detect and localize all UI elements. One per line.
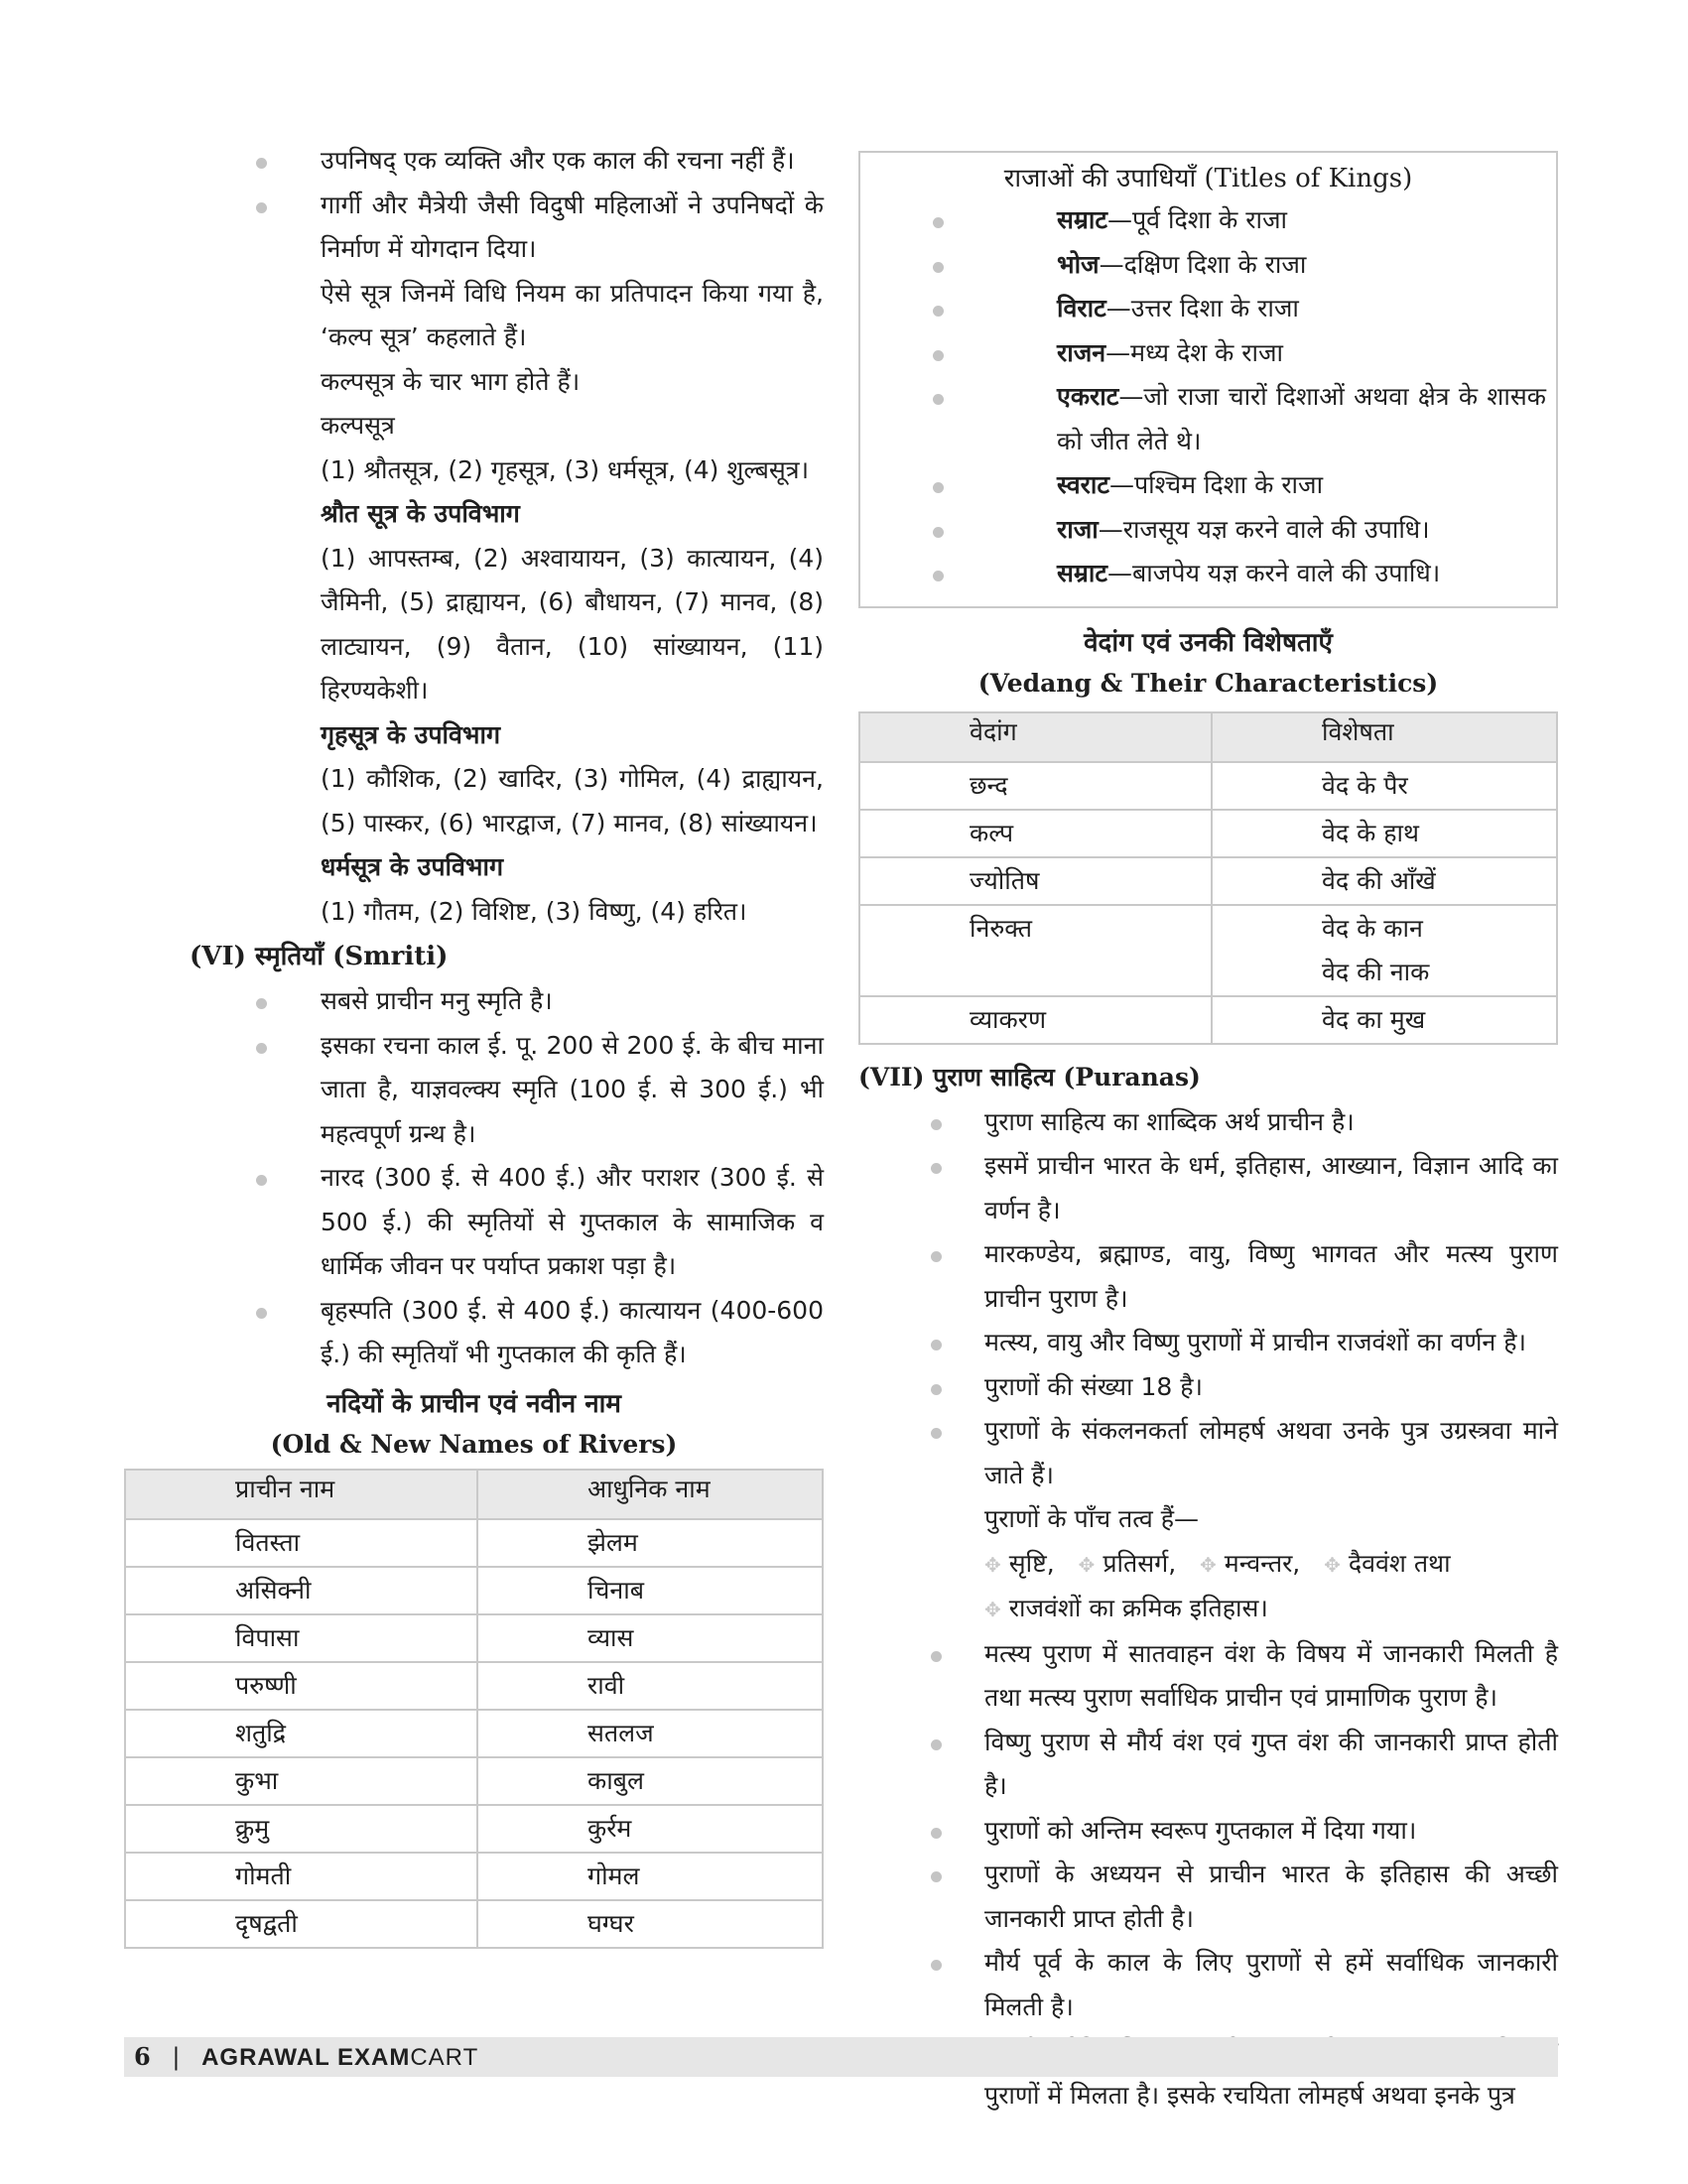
vedang-subtitle: (Vedang & Their Characteristics) xyxy=(977,668,1439,698)
list-item xyxy=(860,463,1556,508)
table-cell: वेद के पैर xyxy=(1212,762,1557,810)
table-cell: ज्योतिष xyxy=(859,857,1212,905)
purana-heading: (VII) पुराण साहित्य (Puranas) xyxy=(858,1062,1201,1092)
list-item: मत्स्य, वायु और विष्णु पुराणों में प्राचीन राजवंशों का वर्णन है। xyxy=(858,1321,1558,1365)
table-cell: कुभा xyxy=(125,1757,477,1805)
kings-titles-box xyxy=(858,151,1558,608)
table-row xyxy=(125,1757,823,1805)
list-item: पुराणों के संकलनकर्ता लोमहर्ष अथवा उनके पुत्र उग्रस्त्रवा माने जाते हैं। xyxy=(858,1409,1558,1497)
brand-part: EXAM xyxy=(336,2044,411,2071)
shrauta-heading: श्रौत सूत्र के उपविभाग xyxy=(321,499,520,528)
diamond-bullet-icon: ✥ xyxy=(984,1552,1001,1577)
table-cell: वेद का मुख xyxy=(1212,996,1557,1044)
term: एकराट xyxy=(1057,382,1119,411)
list-item xyxy=(860,331,1556,376)
table-cell: घग्घर xyxy=(477,1900,823,1948)
table-cell: चिनाब xyxy=(477,1567,823,1614)
table-cell: दृषद्वती xyxy=(125,1900,477,1948)
term: स्वराट xyxy=(1057,470,1109,499)
term: राजन xyxy=(1057,337,1106,367)
list-item: मारकण्डेय, ब्रह्माण्ड, वायु, विष्णु भागवत और मत्स्य पुराण प्राचीन पुराण है। xyxy=(858,1232,1558,1321)
vedang-table xyxy=(858,711,1558,1045)
list-item: विष्णु पुराण से मौर्य वंश एवं गुप्त वंश की जानकारी प्राप्त होती है। xyxy=(858,1721,1558,1809)
table-cell: काबुल xyxy=(477,1757,823,1805)
table-cell: वितस्ता xyxy=(125,1519,477,1567)
list-item: मौर्य पूर्व के काल के लिए पुराणों से हमें सर्वाधिक जानकारी मिलती है। xyxy=(858,1941,1558,2029)
diamond-bullet-icon: ✥ xyxy=(984,1598,1001,1621)
table-cell: वेद की आँखें xyxy=(1212,857,1557,905)
term: भोज xyxy=(1057,249,1100,279)
list-item: मत्स्य पुराण में सातवाहन वंश के विषय में जानकारी मिलती है तथा मत्स्य पुराण सर्वाधिक प्राचीन एवं प्रामाणिक पुराण है। xyxy=(858,1632,1558,1721)
desc: —मध्य देश के राजा xyxy=(1105,337,1284,367)
term: राजा xyxy=(1057,514,1099,544)
grihya-list: (1) कौशिक, (2) खादिर, (3) गोमिल, (4) द्राह्यायन, (5) पास्कर, (6) भारद्वाज, (7) मानव, (8) सांख्यायन। xyxy=(321,764,824,837)
table-row xyxy=(859,857,1557,905)
table-cell: सतलज xyxy=(477,1710,823,1757)
term: सम्राट xyxy=(1057,205,1107,234)
grihya-heading: गृहसूत्र के उपविभाग xyxy=(321,719,501,749)
table-cell: गोमल xyxy=(477,1853,823,1900)
table-cell: व्याकरण xyxy=(859,996,1212,1044)
dharma-heading: धर्मसूत्र के उपविभाग xyxy=(321,852,504,881)
desc: —पश्चिम दिशा के राजा xyxy=(1108,470,1324,499)
list-item: पुराणों की संख्या 18 है। xyxy=(858,1365,1558,1410)
table-cell: कुर्रम xyxy=(477,1805,823,1853)
table-cell: व्यास xyxy=(477,1614,823,1662)
rivers-subtitle: (Old & New Names of Rivers) xyxy=(270,1429,678,1459)
tattva-item: दैववंश तथा xyxy=(1348,1548,1451,1578)
list-item: गार्गी और मैत्रेयी जैसी विदुषी महिलाओं ने उपनिषदों के निर्माण में योगदान दिया। xyxy=(124,184,824,272)
tattva-item: प्रतिसर्ग, xyxy=(1103,1548,1177,1578)
desc: —दक्षिण दिशा के राजा xyxy=(1099,249,1307,279)
list-item xyxy=(860,198,1556,243)
left-column xyxy=(124,139,824,1949)
list-item: नारद (300 ई. से 400 ई.) और पराशर (300 ई. से 500 ई.) की स्मृतियों से गुप्तकाल के सामाजिक व धार्मिक जीवन पर पर्याप्त प्रकाश पड़ा है। xyxy=(124,1156,824,1289)
brand-part: CART xyxy=(410,2044,479,2071)
table-row xyxy=(125,1519,823,1567)
page-number: 6 xyxy=(134,2042,151,2071)
desc: —जो राजा चारों दिशाओं अथवा क्षेत्र के शासक को जीत लेते थे। xyxy=(1057,382,1546,455)
column-header: आधुनिक नाम xyxy=(477,1470,823,1519)
footer-separator: | xyxy=(172,2043,181,2071)
table-row xyxy=(125,1614,823,1662)
shrauta-list: (1) आपस्तम्ब, (2) अश्वायायन, (3) कात्यायन, (4) जैमिनी, (5) द्राह्यायन, (6) बौधायन, (7) मानव, (8) लाट्यायन, (9) वैतान, (10) सांख्यायन, (11) हिरण्यकेशी। xyxy=(321,543,824,705)
kings-title: राजाओं की उपाधियाँ (Titles of Kings) xyxy=(1003,164,1413,193)
kalpa-parts: कल्पसूत्र के चार भाग होते हैं। xyxy=(321,366,581,396)
table-cell: वेद के हाथ xyxy=(1212,810,1557,857)
term: विराट xyxy=(1057,294,1106,322)
table-cell: निरुक्त xyxy=(859,905,1212,996)
list-item: इसमें प्राचीन भारत के धर्म, इतिहास, आख्यान, विज्ञान आदि का वर्णन है। xyxy=(858,1144,1558,1232)
table-cell: झेलम xyxy=(477,1519,823,1567)
table-header-row xyxy=(859,712,1557,762)
table-cell: गोमती xyxy=(125,1853,477,1900)
desc: —उत्तर दिशा के राजा xyxy=(1105,294,1299,322)
diamond-bullet-icon: ✥ xyxy=(1324,1552,1341,1577)
dharma-list: (1) गौतम, (2) विशिष्ट, (3) विष्णु, (4) हरित। xyxy=(321,896,747,926)
diamond-bullet-icon: ✥ xyxy=(1078,1552,1096,1577)
tattva-item: सृष्टि, xyxy=(1008,1548,1055,1578)
desc: —पूर्व दिशा के राजा xyxy=(1106,205,1288,234)
table-row xyxy=(859,762,1557,810)
column-header: विशेषता xyxy=(1212,712,1557,762)
tattva-list xyxy=(858,1542,1558,1632)
rivers-table xyxy=(124,1469,824,1949)
right-column xyxy=(858,151,1558,2118)
list-item: सबसे प्राचीन मनु स्मृति है। xyxy=(124,979,824,1024)
table-cell: विपासा xyxy=(125,1614,477,1662)
table-cell: छन्द xyxy=(859,762,1212,810)
list-item xyxy=(860,508,1556,553)
list-item: बृहस्पति (300 ई. से 400 ई.) कात्यायन (400-600 ई.) की स्मृतियाँ भी गुप्तकाल की कृति हैं। xyxy=(124,1289,824,1377)
desc: —बाजपेय यज्ञ करने वाले की उपाधि। xyxy=(1106,559,1441,587)
desc: —राजसूय यज्ञ करने वाले की उपाधि। xyxy=(1098,514,1430,544)
table-row xyxy=(125,1567,823,1614)
list-item: पुराणों में मिलता है। इसके रचयिता लोमहर्ष अथवा इनके पुत्र xyxy=(858,2029,1558,2118)
table-row xyxy=(859,905,1557,996)
table-row xyxy=(125,1662,823,1710)
table-cell: असिक्नी xyxy=(125,1567,477,1614)
list-item xyxy=(860,243,1556,288)
table-cell xyxy=(1212,905,1557,996)
list-item: पुराणों के अध्ययन से प्राचीन भारत के इतिहास की अच्छी जानकारी प्राप्त होती है। xyxy=(858,1853,1558,1941)
vedang-title: वेदांग एवं उनकी विशेषताएँ xyxy=(1084,627,1333,658)
brand-part: AGRAWAL xyxy=(201,2044,337,2071)
list-item xyxy=(860,375,1556,463)
list-item: पुराण साहित्य का शाब्दिक अर्थ प्राचीन है। xyxy=(858,1100,1558,1145)
smriti-heading: (VI) स्मृतियाँ (Smriti) xyxy=(190,942,449,971)
cell-line: वेद के कान xyxy=(1322,913,1423,943)
table-row xyxy=(125,1805,823,1853)
table-row xyxy=(125,1900,823,1948)
page-footer xyxy=(124,2037,1558,2077)
table-row xyxy=(859,810,1557,857)
column-header: प्राचीन नाम xyxy=(125,1470,477,1519)
tattva-item: राजवंशों का क्रमिक इतिहास। xyxy=(1008,1594,1268,1622)
column-header: वेदांग xyxy=(859,712,1212,762)
list-item xyxy=(860,287,1556,331)
list-item: इसका रचना काल ई. पू. 200 से 200 ई. के बीच माना जाता है, याज्ञवल्क्य स्मृति (100 ई. से 300 ई.) भी महत्वपूर्ण ग्रन्थ है। xyxy=(124,1024,824,1157)
kalpa-label: कल्पसूत्र xyxy=(321,411,395,440)
list-item: पुराणों को अन्तिम स्वरूप गुप्तकाल में दिया गया। xyxy=(858,1809,1558,1854)
tattva-intro: पुराणों के पाँच तत्व हैं— xyxy=(984,1504,1200,1533)
list-item xyxy=(860,552,1556,596)
term: सम्राट xyxy=(1057,559,1107,587)
brand-logo xyxy=(201,2044,478,2071)
table-row xyxy=(125,1710,823,1757)
table-cell: शतुद्रि xyxy=(125,1710,477,1757)
cell-line: वेद की नाक xyxy=(1322,957,1430,986)
table-cell: क्रुमु xyxy=(125,1805,477,1853)
table-cell: परुष्णी xyxy=(125,1662,477,1710)
table-row xyxy=(125,1853,823,1900)
kalpa-list: (1) श्रौतसूत्र, (2) गृहसूत्र, (3) धर्मसूत्र, (4) शुल्बसूत्र। xyxy=(321,454,810,484)
rivers-title: नदियों के प्राचीन एवं नवीन नाम xyxy=(326,1388,621,1419)
diamond-bullet-icon: ✥ xyxy=(1200,1552,1217,1577)
list-item: उपनिषद् एक व्यक्ति और एक काल की रचना नहीं हैं। xyxy=(124,139,824,184)
kalpa-definition: ऐसे सूत्र जिनमें विधि नियम का प्रतिपादन किया गया है, ‘कल्प सूत्र’ कहलाते हैं। xyxy=(321,278,824,351)
tattva-item: मन्वन्तर, xyxy=(1224,1548,1301,1578)
table-cell: कल्प xyxy=(859,810,1212,857)
table-cell: रावी xyxy=(477,1662,823,1710)
table-row xyxy=(859,996,1557,1044)
table-header-row xyxy=(125,1470,823,1519)
